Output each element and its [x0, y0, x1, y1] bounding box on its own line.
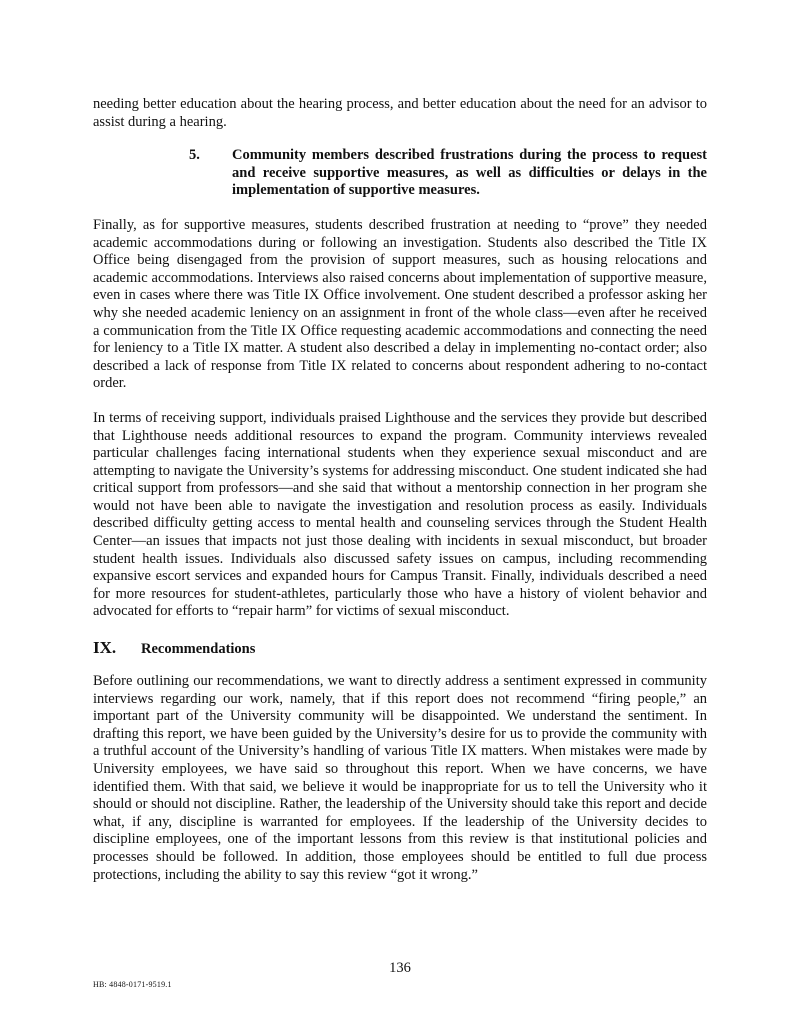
- subheading-5: [93, 147, 707, 200]
- subheading-number: 5.: [189, 147, 200, 164]
- document-id: HB: 4848-0171-9519.1: [93, 980, 172, 989]
- section-title: Recommendations: [141, 641, 256, 658]
- page-number: 136: [389, 960, 411, 976]
- paragraph-receiving-support: In terms of receiving support, individuals praised Lighthouse and the services they provide but described that Lighthouse needs additional resources to expand the program. Community interviews revealed particular challenges facing international students when they experience sexual misconduct and are attempting to navigate the University’s systems for addressing misconduct. One student indicated she had critical support from professors—and she said that without a mentorship connection in her program she would not have been able to navigate the investigation and resolution process as easily. Individuals described difficulty getting access to mental health and counseling services through the Student Health Center—an issues that impacts not just those dealing with incidents in sexual misconduct, but broader student health issues. Individuals also discussed safety issues on campus, including recommending expansive escort services and expanded hours for Campus Transit. Finally, individuals described a need for more resources for student-athletes, particularly those who have a history of violent behavior and advocated for efforts to “repair harm” for victims of sexual misconduct.: [93, 409, 707, 620]
- subheading-text: Community members described frustrations during the process to request and receive supportive measures, as well as difficulties or delays in the implementation of supportive measures.: [232, 147, 707, 199]
- section-numeral: IX.: [93, 638, 117, 658]
- paragraph-recommendations: Before outlining our recommendations, we want to directly address a sentiment expressed in community interviews regarding our work, namely, that if this report does not recommend “firing people,” an important part of the University community will be disappointed. We understand the sentiment. In drafting this report, we have been guided by the University’s desire for us to provide the community with a truthful account of the University’s handling of various Title IX matters. When mistakes were made by University employees, we have said so throughout this report. When we have concerns, we have identified them. With that said, we believe it would be inappropriate for us to tell the University who it should or should not discipline. Rather, the leadership of the University should take this report and decide what, if any, discipline is warranted for employees. If the leadership of the University decides to discipline employees, one of the important lessons from this review is that institutional policies and processes should be followed. In addition, those employees should be entitled to full due process protections, including the ability to say this review “got it wrong.”: [93, 673, 707, 883]
- document-body: [93, 96, 707, 884]
- intro-continuation: needing better education about the hearing process, and better education about the need for an advisor to assist during a hearing.: [93, 96, 707, 130]
- section-heading: [93, 638, 707, 658]
- paragraph-supportive-measures: Finally, as for supportive measures, students described frustration at needing to “prove” they needed academic accommodations during or following an investigation. Students also described the Title IX Office being disengaged from the provision of support measures, such as housing relocations and academic accommodations. Interviews also raised concerns about implementation of supportive measure, even in cases where there was Title IX Office involvement. One student described a professor asking her why she needed academic leniency on an assignment in front of the whole class—even after he received a communication from the Title IX Office requesting academic accommodations and connecting the need for leniency to a Title IX matter. A student also described a delay in implementing no-contact order; also described a lack of response from Title IX related to concerns about respondent adhering to no-contact order.: [93, 216, 707, 392]
